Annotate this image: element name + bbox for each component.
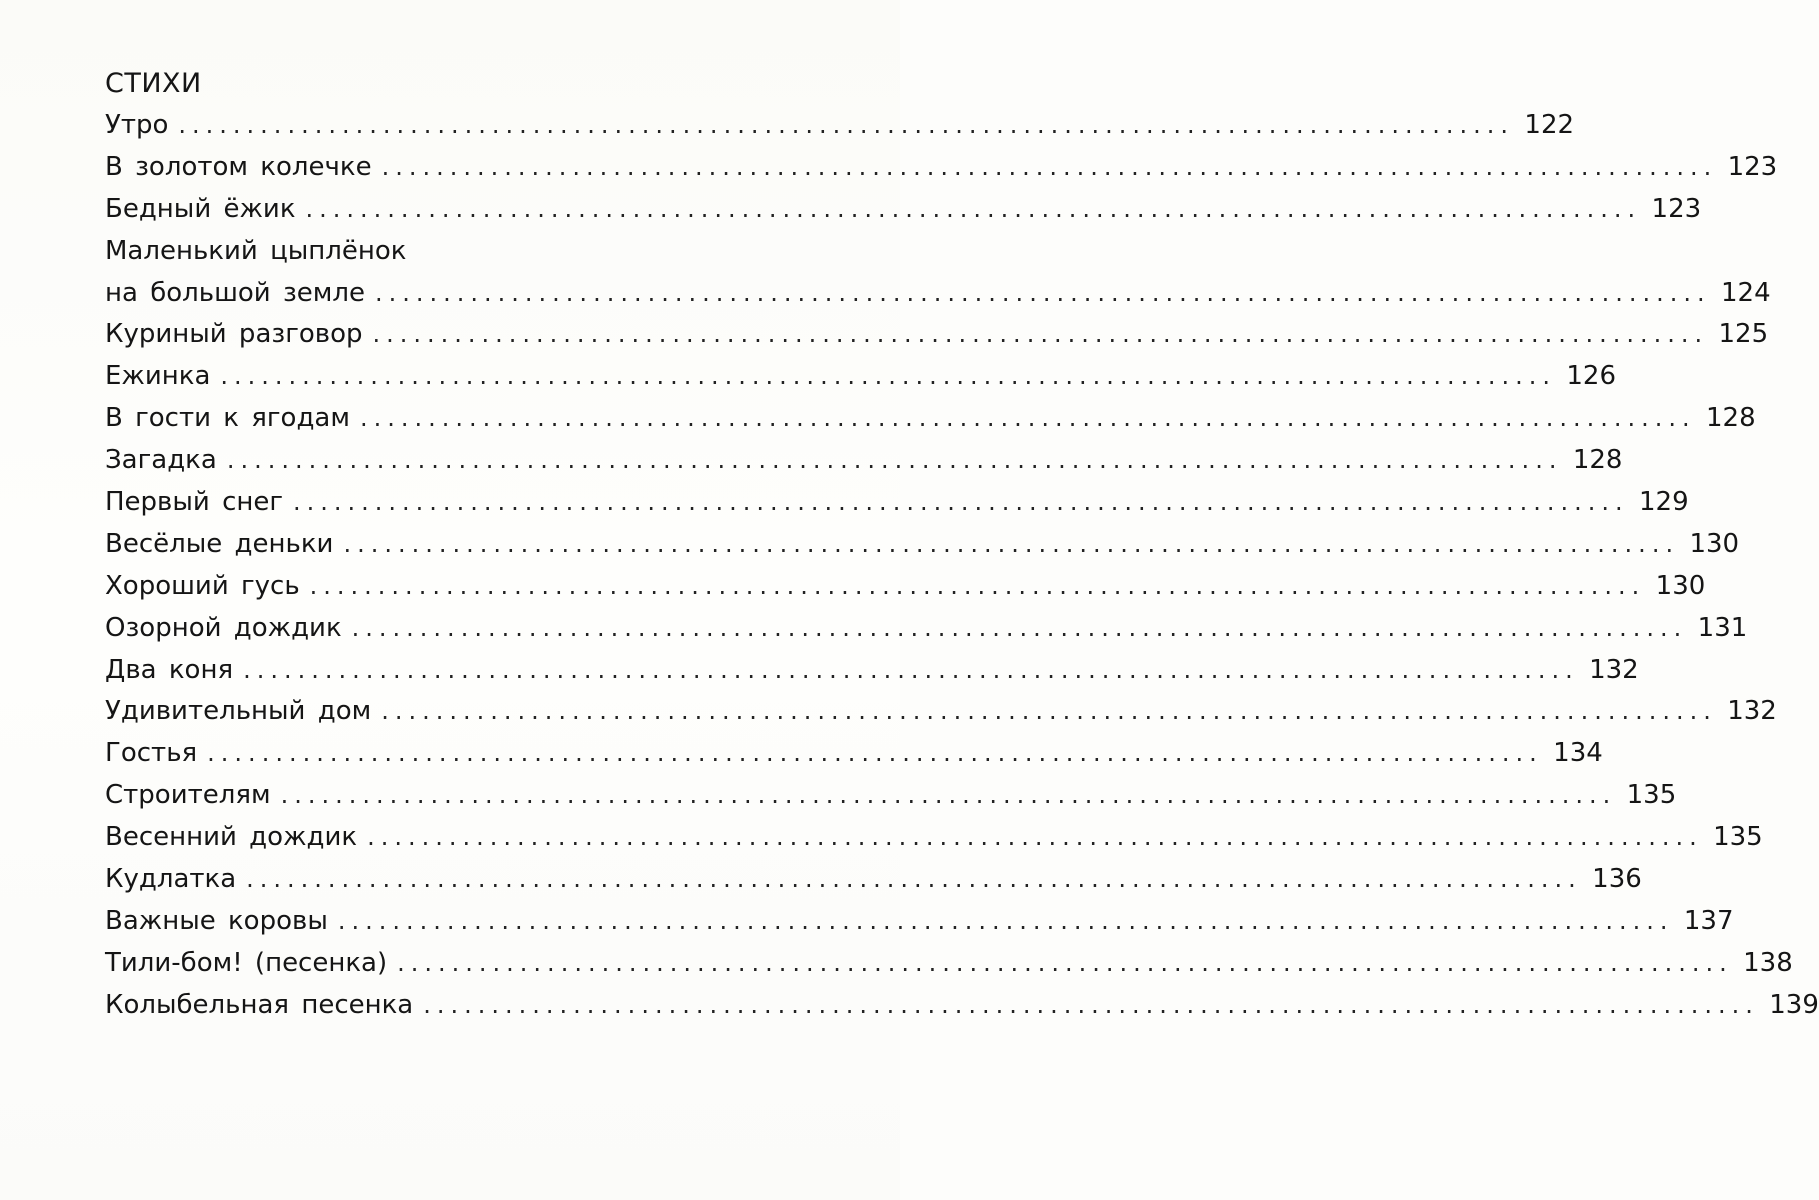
- entry-title: на большой земле: [105, 277, 365, 308]
- toc-entry: [105, 355, 1617, 397]
- entry-page-number: 134: [1553, 738, 1603, 769]
- toc-entry: [105, 146, 1778, 188]
- entry-title: Весенний дождик: [105, 822, 358, 853]
- toc-entry: [105, 397, 1756, 439]
- toc-entry: [105, 481, 1689, 523]
- dot-leader: ..................................................................................................: [359, 404, 1696, 433]
- dot-leader: ..................................................................................................: [397, 948, 1733, 977]
- entry-title: Тили-бом! (песенка): [105, 947, 388, 978]
- entry-page-number: 136: [1592, 864, 1642, 895]
- entry-title: Кудлатка: [105, 864, 237, 895]
- dot-leader: ..................................................................................................: [178, 111, 1515, 139]
- entry-page-number: 131: [1697, 612, 1748, 643]
- entry-page-number: 124: [1721, 277, 1771, 308]
- toc-entry: [105, 313, 1769, 355]
- dot-leader: ..................................................................................................: [280, 781, 1617, 810]
- entry-title: Два коня: [105, 654, 234, 685]
- entry-page-number: 122: [1524, 110, 1575, 140]
- entry-page-number: 135: [1626, 780, 1677, 811]
- entry-title: Озорной дождик: [105, 612, 342, 643]
- dot-leader: ..................................................................................................: [226, 446, 1563, 475]
- dot-leader: ..................................................................................................: [337, 906, 1674, 935]
- entry-title: Ежинка: [105, 361, 211, 392]
- toc-entry: [105, 439, 1623, 481]
- dot-leader: ..................................................................................................: [309, 571, 1646, 600]
- dot-leader: ..................................................................................................: [375, 278, 1711, 307]
- entry-title: Куриный разговор: [105, 319, 363, 350]
- entry-title: В золотом колечке: [105, 151, 372, 182]
- dot-leader: ..................................................................................................: [305, 194, 1642, 223]
- entry-page-number: 125: [1718, 319, 1769, 350]
- dot-leader: ..................................................................................................: [372, 320, 1709, 349]
- entry-title: Загадка: [105, 445, 217, 476]
- entry-title: Важные коровы: [105, 905, 328, 936]
- dot-leader: ..................................................................................................: [207, 739, 1543, 768]
- dot-leader: ..................................................................................................: [220, 362, 1557, 391]
- entry-page-number: 139: [1769, 989, 1819, 1020]
- entry-page-number: 130: [1689, 528, 1740, 559]
- entry-page-number: 126: [1566, 361, 1617, 392]
- entry-title: Гостья: [105, 738, 198, 769]
- toc-entry: [105, 523, 1740, 565]
- dot-leader: ..................................................................................................: [423, 990, 1759, 1019]
- toc-entry: [105, 690, 1777, 732]
- dot-leader: ..................................................................................................: [351, 613, 1688, 642]
- entry-title: Колыбельная песенка: [105, 989, 414, 1020]
- dot-leader: ..................................................................................................: [381, 697, 1717, 726]
- entry-page-number: 129: [1639, 487, 1689, 518]
- entry-title: Утро: [105, 110, 169, 140]
- dot-leader: ..................................................................................................: [367, 823, 1703, 852]
- dot-leader: ..................................................................................................: [293, 488, 1629, 517]
- entry-page-number: 132: [1589, 654, 1639, 685]
- toc-entry: [105, 188, 1702, 230]
- toc-entry: [105, 565, 1706, 607]
- entry-page-number: 138: [1743, 947, 1793, 978]
- entry-page-number: 123: [1651, 193, 1702, 224]
- table-of-contents: [105, 64, 1819, 1026]
- section-title: СТИХИ: [105, 68, 202, 99]
- toc-entry: [105, 816, 1763, 858]
- toc-entry: [105, 104, 1575, 146]
- entry-page-number: 135: [1713, 822, 1763, 853]
- entry-title: Строителям: [105, 780, 271, 811]
- entry-page-number: 123: [1727, 151, 1778, 182]
- toc-entry: [105, 942, 1793, 984]
- entry-title-first-line: Маленький цыплёнок: [105, 235, 407, 266]
- entry-title: Первый снег: [105, 487, 284, 518]
- entry-page-number: 128: [1572, 445, 1623, 476]
- toc-entry: [105, 649, 1639, 691]
- toc-entry: [105, 272, 1771, 314]
- entry-page-number: 128: [1705, 403, 1756, 434]
- entry-page-number: 130: [1655, 570, 1706, 601]
- toc-entry: [105, 984, 1819, 1026]
- entry-title: Удивительный дом: [105, 696, 372, 727]
- toc-entry: [105, 732, 1603, 774]
- entry-title: В гости к ягодам: [105, 403, 350, 434]
- entry-title: Бедный ёжик: [105, 193, 296, 224]
- dot-leader: ..................................................................................................: [243, 655, 1579, 684]
- entry-title: Весёлые деньки: [105, 528, 334, 559]
- dot-leader: ..................................................................................................: [343, 529, 1680, 558]
- dot-leader: ..................................................................................................: [246, 865, 1582, 894]
- toc-entry: [105, 900, 1734, 942]
- dot-leader: ..................................................................................................: [381, 152, 1718, 181]
- entry-page-number: 132: [1727, 696, 1777, 727]
- toc-entry: [105, 774, 1677, 816]
- toc-entry-title-line: [105, 230, 745, 272]
- entry-title: Хороший гусь: [105, 570, 300, 601]
- toc-entry: [105, 858, 1642, 900]
- entry-page-number: 137: [1683, 905, 1734, 936]
- toc-entry: [105, 607, 1748, 649]
